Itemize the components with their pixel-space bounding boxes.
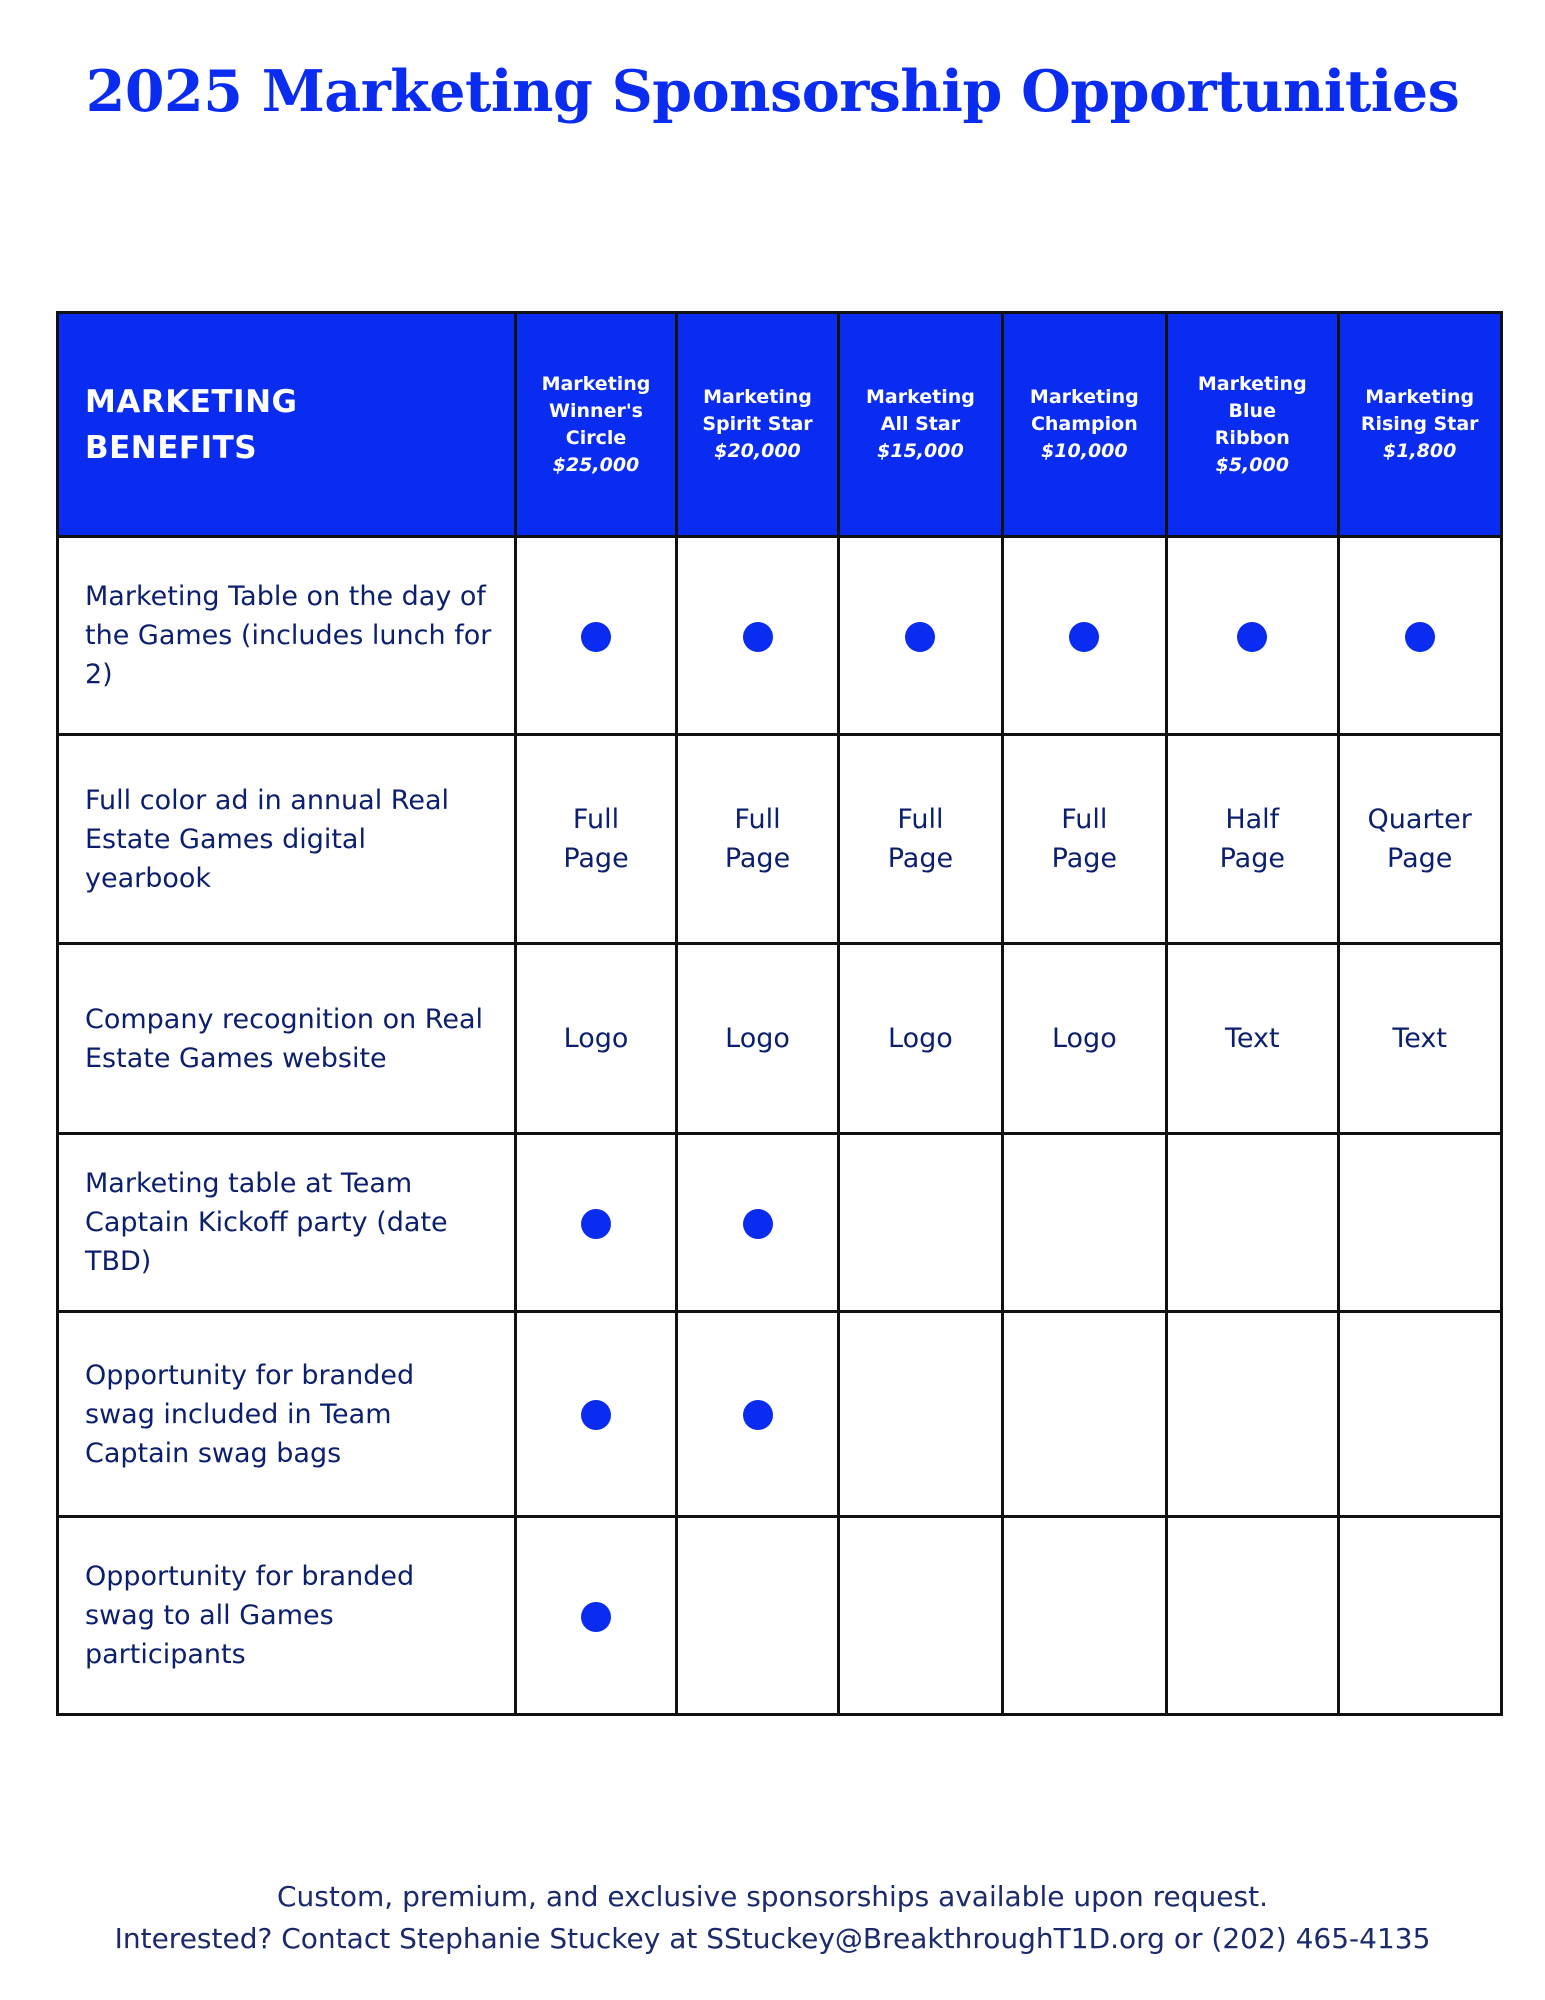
benefit-label: Opportunity for branded swag to all Games participants — [58, 1517, 516, 1715]
tier-value-text: Full Page — [563, 804, 629, 874]
table-row — [58, 735, 1502, 944]
tier-value-cell — [1166, 944, 1338, 1134]
benefit-label: Marketing Table on the day of the Games (includes lunch for 2) — [58, 537, 516, 735]
tier-name: Marketing Spirit Star — [702, 386, 813, 435]
tier-name: Marketing Rising Star — [1360, 386, 1479, 435]
included-dot-icon — [581, 622, 611, 652]
tier-name: Marketing Champion — [1029, 386, 1139, 435]
tier-value-text: Logo — [725, 1023, 790, 1054]
tier-value-cell — [1002, 1134, 1166, 1312]
benefit-label: Company recognition on Real Estate Games website — [58, 944, 516, 1134]
tier-price: $25,000 — [552, 453, 640, 476]
tier-header — [1166, 313, 1338, 537]
tier-header — [1338, 313, 1501, 537]
tier-value-cell — [1338, 944, 1501, 1134]
tier-header — [1002, 313, 1166, 537]
tier-header — [516, 313, 677, 537]
tier-value-cell — [839, 1312, 1003, 1517]
table-row — [58, 537, 1502, 735]
benefit-label: Full color ad in annual Real Estate Games digital yearbook — [58, 735, 516, 944]
tier-value-text: Full Page — [1051, 804, 1118, 874]
footer-note: Custom, premium, and exclusive sponsorships available upon request. — [277, 1880, 1268, 1913]
tier-value-text: Half Page — [1219, 804, 1285, 874]
tier-value-cell — [839, 944, 1003, 1134]
included-dot-icon — [1405, 622, 1435, 652]
tier-value-text: Logo — [563, 1023, 629, 1054]
tier-value-text: Logo — [1051, 1023, 1117, 1054]
tier-value-cell — [1002, 1517, 1166, 1715]
included-dot-icon — [905, 622, 935, 652]
tier-name: Marketing Blue Ribbon — [1197, 372, 1307, 449]
tier-value-text: Text — [1392, 1023, 1447, 1054]
tier-price: $5,000 — [1215, 453, 1289, 476]
tier-value-cell — [516, 735, 677, 944]
tier-value-cell — [677, 1312, 839, 1517]
table-row — [58, 1312, 1502, 1517]
tier-price: $15,000 — [877, 440, 964, 462]
benefits-heading — [58, 313, 516, 537]
tier-value-cell — [1002, 735, 1166, 944]
tier-value-cell — [1002, 1312, 1166, 1517]
table-row — [58, 1134, 1502, 1312]
tier-value-text: Full Page — [887, 804, 954, 874]
included-dot-icon — [743, 1400, 773, 1430]
tier-value-cell — [1166, 537, 1338, 735]
footer-contact: Interested? Contact Stephanie Stuckey at SStuckey@BreakthroughT1D.org or (202) 465-4135 — [114, 1922, 1431, 1955]
sponsorship-table — [56, 311, 1503, 1716]
benefits-heading-label: MARKETING BENEFITS — [85, 383, 298, 466]
tier-price: $1,800 — [1383, 440, 1457, 462]
table-header-row — [58, 313, 1502, 537]
tier-value-cell — [677, 735, 839, 944]
tier-value-cell — [516, 537, 677, 735]
tier-value-cell — [839, 537, 1003, 735]
tier-value-cell — [1338, 1134, 1501, 1312]
tier-value-cell — [677, 944, 839, 1134]
tier-value-cell — [1166, 1517, 1338, 1715]
included-dot-icon — [581, 1209, 611, 1239]
benefit-label: Opportunity for branded swag included in Team Captain swag bags — [58, 1312, 516, 1517]
included-dot-icon — [743, 1209, 773, 1239]
tier-value-cell — [1338, 1517, 1501, 1715]
included-dot-icon — [581, 1400, 611, 1430]
tier-value-cell — [1002, 944, 1166, 1134]
tier-header — [677, 313, 839, 537]
tier-value-cell — [1338, 735, 1501, 944]
tier-value-cell — [1166, 735, 1338, 944]
tier-value-text: Text — [1224, 1023, 1280, 1054]
tier-value-cell — [1002, 537, 1166, 735]
tier-value-cell — [677, 537, 839, 735]
tier-value-cell — [516, 1312, 677, 1517]
tier-price: $10,000 — [1041, 440, 1128, 462]
included-dot-icon — [1237, 622, 1267, 652]
tier-value-cell — [677, 1517, 839, 1715]
included-dot-icon — [1069, 622, 1099, 652]
table-body — [58, 537, 1502, 1715]
tier-name: Marketing All Star — [866, 386, 975, 435]
tier-value-cell — [1338, 537, 1501, 735]
tier-header — [839, 313, 1003, 537]
tier-price: $20,000 — [714, 440, 801, 462]
tier-value-cell — [839, 1134, 1003, 1312]
tier-value-cell — [1166, 1134, 1338, 1312]
tier-value-text: Logo — [888, 1023, 953, 1054]
tier-value-cell — [839, 735, 1003, 944]
table-row — [58, 1517, 1502, 1715]
tier-value-cell — [839, 1517, 1003, 1715]
tier-value-text: Full Page — [724, 804, 791, 874]
tier-value-cell — [516, 1517, 677, 1715]
tier-name: Marketing Winner's Circle — [541, 372, 651, 449]
tier-value-cell — [677, 1134, 839, 1312]
benefit-label: Marketing table at Team Captain Kickoff party (date TBD) — [58, 1134, 516, 1312]
tier-value-cell — [516, 944, 677, 1134]
tier-value-cell — [1338, 1312, 1501, 1517]
included-dot-icon — [743, 622, 773, 652]
page-title: 2025 Marketing Sponsorship Opportunities — [85, 58, 1460, 125]
tier-value-cell — [1166, 1312, 1338, 1517]
tier-value-cell — [516, 1134, 677, 1312]
table-row — [58, 944, 1502, 1134]
included-dot-icon — [581, 1602, 611, 1632]
tier-value-text: Quarter Page — [1367, 804, 1472, 874]
